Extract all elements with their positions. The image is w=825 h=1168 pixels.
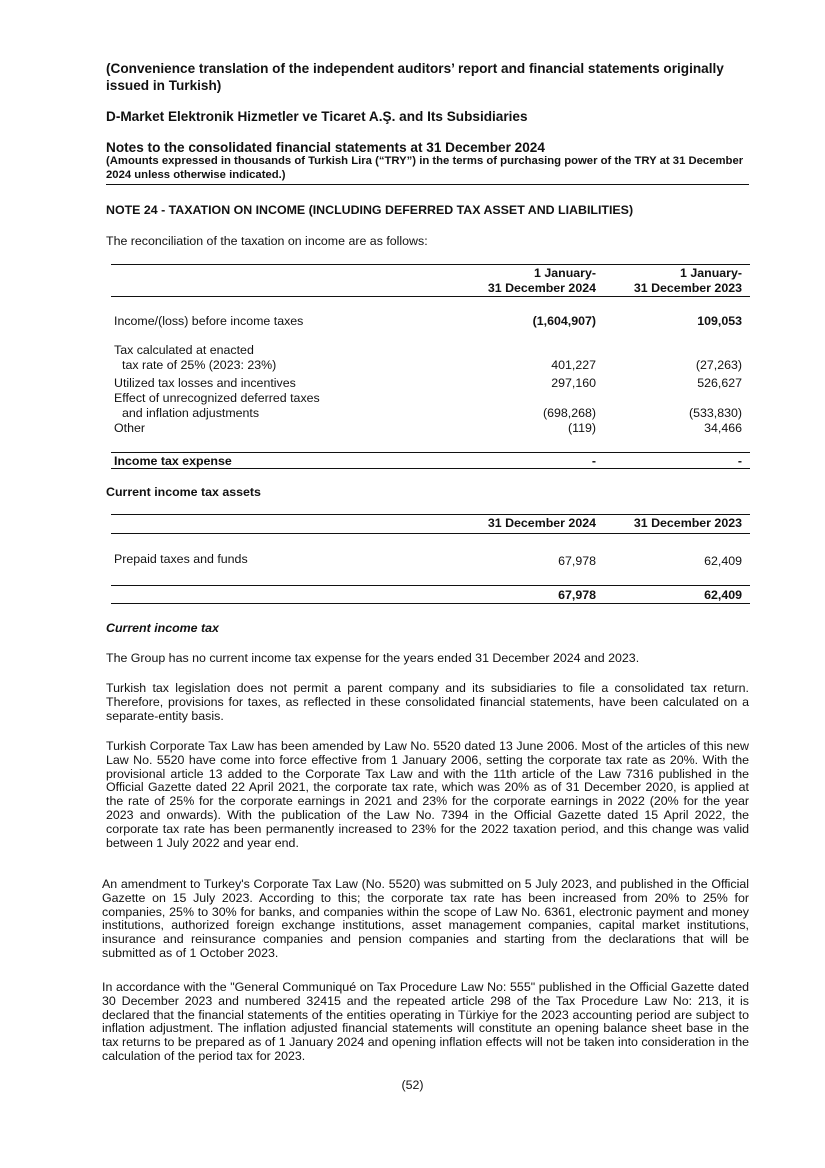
col-2023-header-line1: 1 January- xyxy=(680,266,742,280)
total-bottom-rule xyxy=(111,468,750,469)
row-label-income-before-tax: Income/(loss) before income taxes xyxy=(114,314,304,328)
utilized-2024: 297,160 xyxy=(551,376,596,390)
prepaid-2023: 62,409 xyxy=(704,554,742,568)
row-label-unrecognized: and inflation adjustments xyxy=(122,406,260,420)
paragraph-4: An amendment to Turkey's Corporate Tax Law (No. 5520) was submitted on 5 July 2023, and published in the Official Gazette on 15 July 2023. According to this; the corporate tax rate has been increased from 20% to 25% for companies, 25% to 30% for banks, and companies within the scope of Law No. 6361, electronic payment and money institutions, authorized foreign exchange institutions, asset management companies, capital market institutions, insurance and reinsurance companies and pension companies and starting from the declarations that will be submitted as of 1 October 2023. xyxy=(102,877,749,960)
unrecognized-2024: (698,268) xyxy=(542,406,596,420)
assets-heading: Current income tax assets xyxy=(106,485,261,499)
paragraph-2: Turkish tax legislation does not permit a parent company and its subsidiaries to file a consolidated tax return. Therefore, provisions for taxes, as reflected in these consolidated financial statements, have been calculated on a separate-entity basis. xyxy=(106,681,749,723)
total-top-rule xyxy=(111,452,750,453)
prepaid-2024: 67,978 xyxy=(558,554,596,568)
utilized-2023: 526,627 xyxy=(697,376,742,390)
notes-title: Notes to the consolidated financial statements at 31 December 2024 xyxy=(106,140,545,155)
assets-top-rule xyxy=(111,514,750,515)
assets-total-top-rule xyxy=(111,585,750,586)
other-2024: (119) xyxy=(567,421,596,435)
assets-col-2023-header: 31 December 2023 xyxy=(633,516,742,530)
assets-total-2024: 67,978 xyxy=(558,588,596,602)
tax-calc-2024: 401,227 xyxy=(551,358,596,372)
table-top-rule xyxy=(111,264,750,265)
header-divider xyxy=(106,184,749,185)
paragraph-3: Turkish Corporate Tax Law has been amended by Law No. 5520 dated 13 June 2006. Most of the articles of this new Law No. 5520 have come into force effective from 1 January 2006, setting the corporate tax rate as 20%. With the provisional article 13 added to the Corporate Tax Law and with the 11th article of the Law 7316 published in the Official Gazette dated 22 April 2021, the corporate tax rate, which was 20% as of 31 December 2020, is applied at the rate of 25% for the corporate earnings in 2021 and 23% for the corporate earnings in 2022 (20% for the year 2023 and onwards). With the publication of the Law No. 7394 in the Official Gazette dated 15 April 2022, the corporate tax rate has been permanently increased to 23% for the 2022 taxation period, and this change was valid between 1 July 2022 and year end. xyxy=(106,739,749,850)
page-number: (52) xyxy=(401,1078,424,1092)
assets-header-rule xyxy=(111,533,750,534)
income-tax-expense-2024: - xyxy=(591,454,596,468)
other-2023: 34,466 xyxy=(704,421,742,435)
tax-calc-2023: (27,263) xyxy=(695,358,742,372)
income-before-tax-2023: 109,053 xyxy=(697,314,742,328)
unrecognized-2023: (533,830) xyxy=(688,406,742,420)
assets-total-2023: 62,409 xyxy=(704,588,742,602)
row-label-utilized: Utilized tax losses and incentives xyxy=(114,376,296,390)
current-income-tax-heading: Current income tax xyxy=(106,621,219,635)
assets-total-bottom-rule xyxy=(111,603,750,604)
row-label-tax-calc: tax rate of 25% (2023: 23%) xyxy=(122,358,277,372)
row-label-prepaid: Prepaid taxes and funds xyxy=(114,552,248,566)
table-header-rule xyxy=(111,296,750,297)
row-label-unrecognized-line1: Effect of unrecognized deferred taxes xyxy=(114,391,320,405)
note-title: NOTE 24 - TAXATION ON INCOME (INCLUDING DEFERRED TAX ASSET AND LIABILITIES) xyxy=(106,203,634,217)
income-tax-expense-2023: - xyxy=(737,454,742,468)
col-2024-header-line2: 31 December 2024 xyxy=(487,281,596,295)
assets-col-2024-header: 31 December 2024 xyxy=(487,516,596,530)
translation-note: (Convenience translation of the independent auditors’ report and financial statements originally issued in Turkish) xyxy=(106,61,724,93)
paragraph-5: In accordance with the "General Communiqué on Tax Procedure Law No: 555" published in the Official Gazette dated 30 December 2023 and numbered 32415 and the repeated article 298 of the Tax Procedure Law No: 213, it is declared that the financial statements of the entities operating in Türkiye for the 2023 accounting period are subject to inflation adjustment. The inflation adjusted financial statements will constitute an opening balance sheet base in the tax returns to be prepared as of 1 January 2024 and opening inflation effects will not be taken into consideration in the calculation of the period tax for 2023. xyxy=(102,980,749,1063)
income-before-tax-2024: (1,604,907) xyxy=(532,314,596,328)
amounts-note: (Amounts expressed in thousands of Turkish Lira (“TRY”) in the terms of purchasing power of the TRY at 31 December 2024 unless otherwise indicated.) xyxy=(106,155,744,181)
row-label-tax-calc-line1: Tax calculated at enacted xyxy=(114,343,254,357)
col-2024-header-line1: 1 January- xyxy=(534,266,596,280)
note-intro: The reconciliation of the taxation on income are as follows: xyxy=(106,234,428,248)
company-name: D-Market Elektronik Hizmetler ve Ticaret A.Ş. and Its Subsidiaries xyxy=(106,109,528,124)
row-label-income-tax-expense: Income tax expense xyxy=(114,454,232,468)
paragraph-1: The Group has no current income tax expense for the years ended 31 December 2024 and 2023. xyxy=(106,651,640,665)
col-2023-header-line2: 31 December 2023 xyxy=(633,281,742,295)
row-label-other: Other xyxy=(114,421,145,435)
